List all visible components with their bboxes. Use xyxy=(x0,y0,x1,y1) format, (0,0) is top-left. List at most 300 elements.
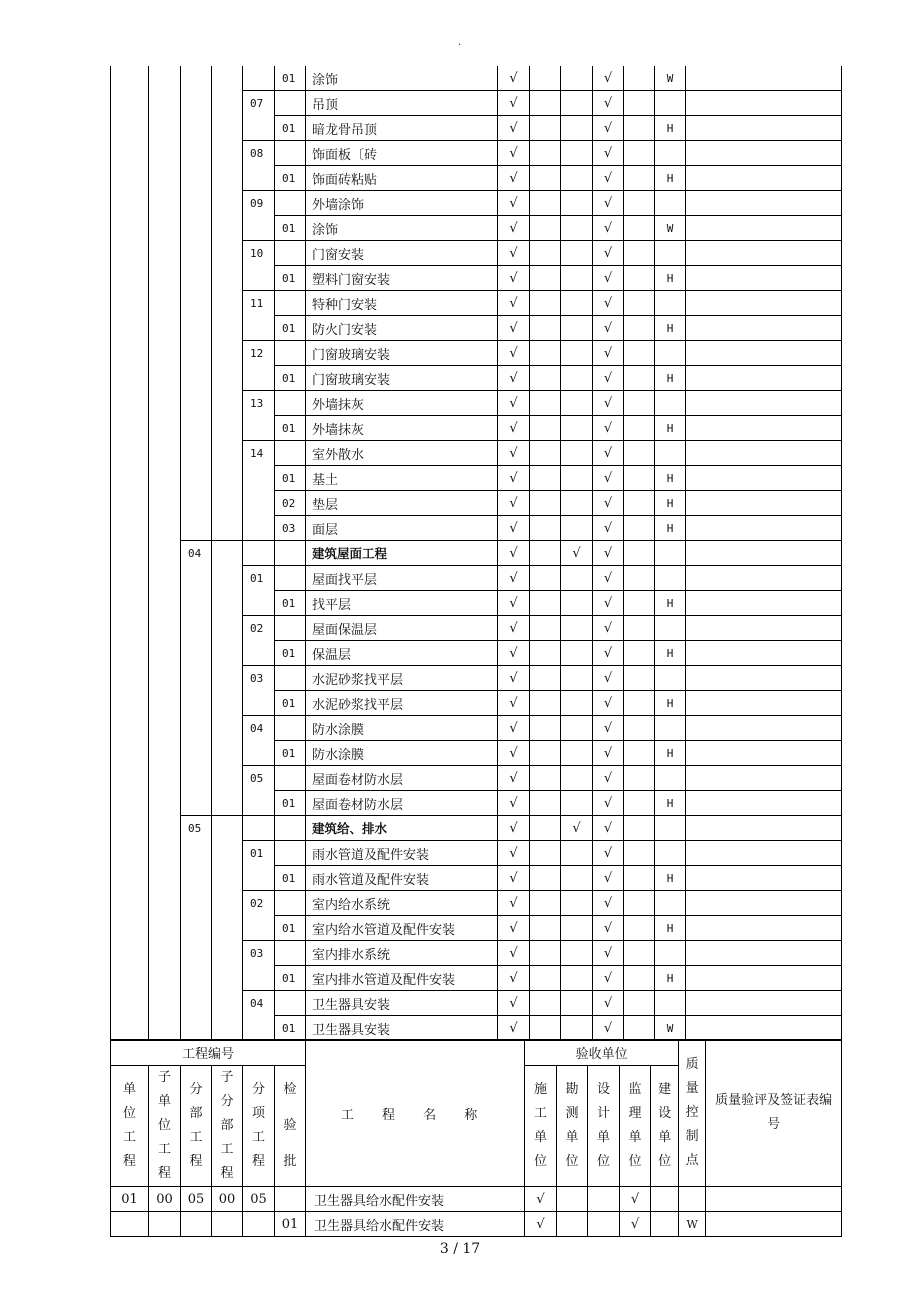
subunit-cell xyxy=(149,991,181,1016)
subunit-cell xyxy=(149,591,181,616)
project-name-cell: 外墙涂饰 xyxy=(306,191,498,216)
part-cell xyxy=(181,691,212,716)
quality-point-cell xyxy=(655,441,686,466)
part-cell xyxy=(181,341,212,366)
check-survey xyxy=(530,466,561,491)
check-design xyxy=(561,141,593,166)
subpart-cell xyxy=(212,91,243,116)
batch-cell: 02 xyxy=(275,491,306,516)
header-subpart-text: 子分部工程 xyxy=(220,1070,234,1181)
check-supervise: √ xyxy=(593,316,624,341)
part-cell xyxy=(181,91,212,116)
item-cell xyxy=(243,466,275,491)
subpart-cell xyxy=(212,666,243,691)
quality-point-cell: H xyxy=(655,466,686,491)
subpart-cell xyxy=(212,891,243,916)
check-owner xyxy=(624,616,655,641)
check-supervise: √ xyxy=(593,116,624,141)
bottom-part xyxy=(181,1212,212,1237)
check-owner xyxy=(624,866,655,891)
bottom-subpart: 00 xyxy=(212,1187,243,1212)
check-survey xyxy=(530,991,561,1016)
batch-cell xyxy=(275,991,306,1016)
table-row xyxy=(111,916,842,941)
check-supervise: √ xyxy=(593,591,624,616)
unit-cell xyxy=(111,416,149,441)
header-design-text: 设计单位 xyxy=(597,1082,611,1169)
check-supervise: √ xyxy=(593,341,624,366)
item-cell: 01 xyxy=(243,841,275,866)
check-owner xyxy=(624,566,655,591)
check-owner xyxy=(624,291,655,316)
check-design xyxy=(561,741,593,766)
check-supervise: √ xyxy=(593,541,624,566)
check-supervise: √ xyxy=(593,791,624,816)
subpart-cell xyxy=(212,441,243,466)
part-cell xyxy=(181,366,212,391)
batch-cell xyxy=(275,891,306,916)
check-survey xyxy=(530,316,561,341)
project-name-cell: 塑料门窗安装 xyxy=(306,266,498,291)
table-row xyxy=(111,716,842,741)
check-construct: √ xyxy=(498,191,530,216)
check-survey xyxy=(530,766,561,791)
batch-cell: 01 xyxy=(275,1016,306,1041)
check-construct: √ xyxy=(498,291,530,316)
check-supervise: √ xyxy=(593,366,624,391)
subunit-cell xyxy=(149,691,181,716)
form-number-cell xyxy=(686,366,842,391)
unit-cell xyxy=(111,1016,149,1041)
check-supervise: √ xyxy=(593,391,624,416)
form-number-cell xyxy=(686,866,842,891)
check-construct: √ xyxy=(498,216,530,241)
check-design: √ xyxy=(561,541,593,566)
form-number-cell xyxy=(686,591,842,616)
part-cell xyxy=(181,491,212,516)
quality-point-cell xyxy=(655,716,686,741)
part-cell xyxy=(181,266,212,291)
check-design xyxy=(561,841,593,866)
check-design xyxy=(561,766,593,791)
check-supervise: √ xyxy=(593,816,624,841)
check-construct: √ xyxy=(498,691,530,716)
check-construct: √ xyxy=(498,916,530,941)
project-name-cell: 门窗玻璃安装 xyxy=(306,341,498,366)
form-number-cell xyxy=(686,991,842,1016)
bottom-check-supervise: √ xyxy=(620,1212,651,1237)
item-cell xyxy=(243,916,275,941)
check-design xyxy=(561,166,593,191)
bottom-check-survey xyxy=(557,1212,588,1237)
table-row xyxy=(111,191,842,216)
subunit-cell xyxy=(149,566,181,591)
form-number-cell xyxy=(686,941,842,966)
project-name-cell: 饰面砖粘贴 xyxy=(306,166,498,191)
quality-point-cell: W xyxy=(655,66,686,91)
check-design xyxy=(561,391,593,416)
check-owner xyxy=(624,966,655,991)
check-design xyxy=(561,91,593,116)
unit-cell xyxy=(111,91,149,116)
table-row xyxy=(111,416,842,441)
quality-point-cell xyxy=(655,91,686,116)
project-name-cell: 饰面板〔砖 xyxy=(306,141,498,166)
part-cell xyxy=(181,116,212,141)
subpart-cell xyxy=(212,191,243,216)
check-survey xyxy=(530,516,561,541)
item-cell xyxy=(243,791,275,816)
bottom-form xyxy=(706,1212,842,1237)
table-row xyxy=(111,241,842,266)
check-construct: √ xyxy=(498,241,530,266)
quality-point-cell: H xyxy=(655,691,686,716)
batch-cell: 01 xyxy=(275,166,306,191)
check-design xyxy=(561,666,593,691)
project-name-cell: 雨水管道及配件安装 xyxy=(306,841,498,866)
batch-cell xyxy=(275,941,306,966)
subpart-cell xyxy=(212,341,243,366)
check-construct: √ xyxy=(498,516,530,541)
check-construct: √ xyxy=(498,666,530,691)
form-number-cell xyxy=(686,216,842,241)
subunit-cell xyxy=(149,491,181,516)
subpart-cell xyxy=(212,291,243,316)
check-construct: √ xyxy=(498,966,530,991)
project-name-cell: 屋面卷材防水层 xyxy=(306,766,498,791)
batch-cell: 01 xyxy=(275,591,306,616)
check-survey xyxy=(530,91,561,116)
form-number-cell xyxy=(686,141,842,166)
item-cell xyxy=(243,741,275,766)
check-survey xyxy=(530,141,561,166)
check-survey xyxy=(530,566,561,591)
check-owner xyxy=(624,891,655,916)
part-cell xyxy=(181,216,212,241)
subunit-cell xyxy=(149,916,181,941)
check-construct: √ xyxy=(498,791,530,816)
project-name-cell: 找平层 xyxy=(306,591,498,616)
check-survey xyxy=(530,391,561,416)
project-name-cell: 外墙抹灰 xyxy=(306,391,498,416)
check-owner xyxy=(624,841,655,866)
batch-cell xyxy=(275,91,306,116)
check-design xyxy=(561,941,593,966)
check-construct: √ xyxy=(498,766,530,791)
subunit-cell xyxy=(149,341,181,366)
project-name-cell: 特种门安装 xyxy=(306,291,498,316)
subunit-cell xyxy=(149,91,181,116)
unit-cell xyxy=(111,341,149,366)
project-name-cell: 室内给水系统 xyxy=(306,891,498,916)
check-construct: √ xyxy=(498,816,530,841)
unit-cell xyxy=(111,766,149,791)
subpart-cell xyxy=(212,491,243,516)
part-cell xyxy=(181,166,212,191)
check-design xyxy=(561,966,593,991)
unit-cell xyxy=(111,841,149,866)
subpart-cell xyxy=(212,541,243,566)
quality-point-cell xyxy=(655,666,686,691)
check-owner xyxy=(624,591,655,616)
item-cell xyxy=(243,541,275,566)
part-cell xyxy=(181,716,212,741)
item-cell xyxy=(243,866,275,891)
check-survey xyxy=(530,491,561,516)
item-cell xyxy=(243,491,275,516)
part-cell xyxy=(181,591,212,616)
check-supervise: √ xyxy=(593,666,624,691)
bottom-check-survey xyxy=(557,1187,588,1212)
unit-cell xyxy=(111,716,149,741)
project-name-cell: 室内排水管道及配件安装 xyxy=(306,966,498,991)
header-form-number-text: 质量验评及签证表编号 xyxy=(715,1093,833,1132)
check-design xyxy=(561,366,593,391)
project-name-cell: 面层 xyxy=(306,516,498,541)
item-cell xyxy=(243,591,275,616)
quality-point-cell xyxy=(655,991,686,1016)
check-owner xyxy=(624,341,655,366)
check-design xyxy=(561,191,593,216)
table-row xyxy=(111,341,842,366)
bottom-check-design xyxy=(588,1187,620,1212)
check-construct: √ xyxy=(498,541,530,566)
item-cell: 13 xyxy=(243,391,275,416)
check-design xyxy=(561,791,593,816)
item-cell xyxy=(243,66,275,91)
bottom-check-owner xyxy=(651,1187,679,1212)
subunit-cell xyxy=(149,816,181,841)
item-cell: 12 xyxy=(243,341,275,366)
check-supervise: √ xyxy=(593,441,624,466)
project-name-cell: 屋面找平层 xyxy=(306,566,498,591)
project-name-cell: 屋面卷材防水层 xyxy=(306,791,498,816)
check-construct: √ xyxy=(498,466,530,491)
check-survey xyxy=(530,716,561,741)
unit-cell xyxy=(111,966,149,991)
subpart-cell xyxy=(212,616,243,641)
batch-cell xyxy=(275,341,306,366)
subunit-cell xyxy=(149,1016,181,1041)
table-row xyxy=(111,216,842,241)
check-design xyxy=(561,516,593,541)
part-cell xyxy=(181,1016,212,1041)
project-name-cell: 门窗玻璃安装 xyxy=(306,366,498,391)
quality-point-cell: H xyxy=(655,166,686,191)
bottom-item: 05 xyxy=(243,1187,275,1212)
check-design xyxy=(561,691,593,716)
check-supervise: √ xyxy=(593,866,624,891)
form-number-cell xyxy=(686,916,842,941)
subunit-cell xyxy=(149,216,181,241)
unit-cell xyxy=(111,366,149,391)
quality-point-cell xyxy=(655,191,686,216)
subunit-cell xyxy=(149,841,181,866)
header-part-text: 分部工程 xyxy=(189,1082,203,1169)
subunit-cell xyxy=(149,191,181,216)
item-cell: 09 xyxy=(243,191,275,216)
unit-cell xyxy=(111,316,149,341)
unit-cell xyxy=(111,591,149,616)
batch-cell xyxy=(275,766,306,791)
batch-cell xyxy=(275,191,306,216)
batch-cell xyxy=(275,141,306,166)
check-construct: √ xyxy=(498,391,530,416)
quality-point-cell xyxy=(655,941,686,966)
quality-point-cell xyxy=(655,841,686,866)
subunit-cell xyxy=(149,116,181,141)
check-owner xyxy=(624,466,655,491)
check-owner xyxy=(624,491,655,516)
unit-cell xyxy=(111,616,149,641)
header-group-code: 工程编号 xyxy=(111,1040,306,1066)
part-cell xyxy=(181,966,212,991)
part-cell xyxy=(181,641,212,666)
check-owner xyxy=(624,766,655,791)
form-number-cell xyxy=(686,441,842,466)
table-row xyxy=(111,316,842,341)
subpart-cell xyxy=(212,241,243,266)
unit-cell xyxy=(111,816,149,841)
bottom-subunit xyxy=(149,1212,181,1237)
check-survey xyxy=(530,641,561,666)
unit-cell xyxy=(111,941,149,966)
subpart-cell xyxy=(212,966,243,991)
page-footer xyxy=(0,1241,920,1257)
header-construct xyxy=(525,1066,557,1187)
check-supervise: √ xyxy=(593,491,624,516)
table-row xyxy=(111,66,842,91)
table-row xyxy=(111,541,842,566)
quality-point-cell: H xyxy=(655,866,686,891)
table-row xyxy=(111,691,842,716)
check-survey xyxy=(530,1016,561,1041)
batch-cell xyxy=(275,241,306,266)
check-owner xyxy=(624,991,655,1016)
item-cell xyxy=(243,316,275,341)
subunit-cell xyxy=(149,741,181,766)
unit-cell xyxy=(111,916,149,941)
check-survey xyxy=(530,666,561,691)
unit-cell xyxy=(111,66,149,91)
check-supervise: √ xyxy=(593,191,624,216)
part-cell xyxy=(181,466,212,491)
project-name-cell: 水泥砂浆找平层 xyxy=(306,666,498,691)
check-owner xyxy=(624,116,655,141)
check-construct: √ xyxy=(498,891,530,916)
check-owner xyxy=(624,366,655,391)
table-row xyxy=(111,141,842,166)
part-cell xyxy=(181,291,212,316)
table-row xyxy=(111,366,842,391)
item-cell xyxy=(243,816,275,841)
part-cell xyxy=(181,941,212,966)
bottom-check-supervise: √ xyxy=(620,1187,651,1212)
unit-cell xyxy=(111,566,149,591)
header-subpart xyxy=(212,1066,243,1187)
unit-cell xyxy=(111,216,149,241)
header-part xyxy=(181,1066,212,1187)
quality-point-cell: H xyxy=(655,316,686,341)
batch-cell xyxy=(275,666,306,691)
check-owner xyxy=(624,916,655,941)
quality-point-cell xyxy=(655,141,686,166)
subunit-cell xyxy=(149,366,181,391)
part-cell xyxy=(181,766,212,791)
check-design xyxy=(561,616,593,641)
check-design xyxy=(561,591,593,616)
check-owner xyxy=(624,191,655,216)
inspection-table-continued xyxy=(110,66,842,1041)
check-owner xyxy=(624,1016,655,1041)
item-cell: 11 xyxy=(243,291,275,316)
page-total: 17 xyxy=(462,1241,481,1257)
part-cell xyxy=(181,841,212,866)
unit-cell xyxy=(111,741,149,766)
check-owner xyxy=(624,941,655,966)
check-supervise: √ xyxy=(593,66,624,91)
unit-cell xyxy=(111,116,149,141)
check-construct: √ xyxy=(498,316,530,341)
table-row xyxy=(111,441,842,466)
form-number-cell xyxy=(686,541,842,566)
header-survey xyxy=(557,1066,588,1187)
check-construct: √ xyxy=(498,341,530,366)
item-cell: 03 xyxy=(243,941,275,966)
subpart-cell xyxy=(212,591,243,616)
form-number-cell xyxy=(686,291,842,316)
quality-point-cell: W xyxy=(655,216,686,241)
check-supervise: √ xyxy=(593,641,624,666)
form-number-cell xyxy=(686,641,842,666)
part-cell xyxy=(181,516,212,541)
item-cell xyxy=(243,116,275,141)
check-construct: √ xyxy=(498,366,530,391)
bottom-form xyxy=(706,1187,842,1212)
project-name-cell: 水泥砂浆找平层 xyxy=(306,691,498,716)
header-batch-text: 检验批 xyxy=(283,1082,297,1169)
part-cell xyxy=(181,741,212,766)
batch-cell xyxy=(275,566,306,591)
subpart-cell xyxy=(212,716,243,741)
table-row xyxy=(111,1016,842,1041)
form-number-cell xyxy=(686,841,842,866)
check-survey xyxy=(530,191,561,216)
project-name-cell: 保温层 xyxy=(306,641,498,666)
unit-cell xyxy=(111,891,149,916)
subunit-cell xyxy=(149,141,181,166)
subunit-cell xyxy=(149,391,181,416)
check-design xyxy=(561,441,593,466)
part-cell xyxy=(181,566,212,591)
check-construct: √ xyxy=(498,841,530,866)
batch-cell xyxy=(275,541,306,566)
batch-cell: 01 xyxy=(275,66,306,91)
table-row xyxy=(111,291,842,316)
subpart-cell xyxy=(212,816,243,841)
form-number-cell xyxy=(686,666,842,691)
check-owner xyxy=(624,791,655,816)
batch-cell: 01 xyxy=(275,266,306,291)
part-cell xyxy=(181,666,212,691)
project-name-cell: 防水涂膜 xyxy=(306,716,498,741)
batch-cell: 01 xyxy=(275,316,306,341)
check-construct: √ xyxy=(498,441,530,466)
batch-cell: 01 xyxy=(275,116,306,141)
bottom-subpart xyxy=(212,1212,243,1237)
check-owner xyxy=(624,166,655,191)
quality-point-cell: H xyxy=(655,266,686,291)
